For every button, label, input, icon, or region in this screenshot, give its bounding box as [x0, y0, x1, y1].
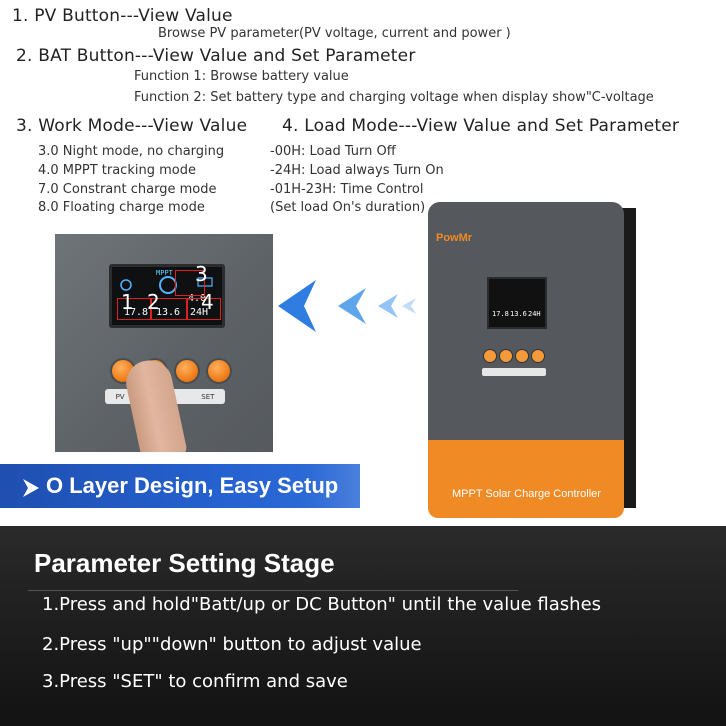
controls-closeup-photo	[55, 234, 273, 452]
marker-1: 1	[121, 290, 134, 314]
bat-section-line: Function 2: Set battery type and charging voltage when display show"C-voltage	[134, 90, 654, 105]
bat-section-title: 2. BAT Button---View Value and Set Parameter	[16, 46, 416, 66]
button-label: SET	[201, 392, 215, 401]
load-mode-line: -01H-23H: Time Control	[270, 182, 424, 197]
lcd-brand: MPPT	[156, 269, 173, 277]
solar-charge-controller-device	[426, 200, 636, 522]
banner-text: O Layer Design, Easy Setup	[46, 473, 339, 498]
marker-2: 2	[147, 290, 160, 314]
pv-section-line: Browse PV parameter(PV voltage, current and power )	[158, 26, 511, 41]
lcd-pv-reading: 17.8	[124, 307, 149, 318]
device-pv-reading: 17.8	[492, 310, 509, 318]
marker-4: 4	[201, 290, 214, 314]
up-button[interactable]	[174, 358, 200, 384]
load-mode-line: -24H: Load always Turn On	[270, 163, 444, 178]
device-product-label: MPPT Solar Charge Controller	[452, 488, 601, 500]
load-mode-line: (Set load On's duration)	[270, 200, 426, 215]
pv-section-title: 1. PV Button---View Value	[12, 6, 233, 26]
setting-step: 2.Press "up""down" button to adjust value	[42, 634, 422, 655]
set-button[interactable]	[206, 358, 232, 384]
device-load-reading: 24H	[528, 310, 541, 318]
setting-step: 3.Press "SET" to confirm and save	[42, 671, 348, 692]
bat-section-line: Function 1: Browse battery value	[134, 69, 349, 84]
lcd-load-reading: 24H	[190, 307, 209, 318]
load-section-title: 4. Load Mode---View Value and Set Parameter	[282, 116, 680, 136]
work-mode-line: 4.0 MPPT tracking mode	[38, 163, 196, 178]
button-label: PV	[115, 392, 125, 401]
panel-title: Parameter Setting Stage	[34, 548, 335, 578]
chevron-left-arrows-icon	[270, 278, 420, 334]
marker-3: 3	[195, 262, 208, 286]
device-bat-reading: 13.6	[510, 310, 527, 318]
work-mode-line: 7.0 Constrant charge mode	[38, 182, 217, 197]
lcd-bat-reading: 13.6	[156, 307, 181, 318]
setting-step: 1.Press and hold"Batt/up or DC Button" until the value flashes	[42, 594, 602, 615]
lcd-mode-reading: 4.0	[188, 293, 207, 304]
device-brand: PowMr	[436, 232, 473, 244]
device-body	[426, 200, 636, 522]
panel-divider	[28, 590, 518, 591]
load-mode-line: -00H: Load Turn Off	[270, 144, 396, 159]
work-mode-line: 3.0 Night mode, no charging	[38, 144, 225, 159]
work-mode-line: 8.0 Floating charge mode	[38, 200, 205, 215]
work-section-title: 3. Work Mode---View Value	[16, 116, 248, 136]
play-arrow-icon	[20, 477, 42, 499]
